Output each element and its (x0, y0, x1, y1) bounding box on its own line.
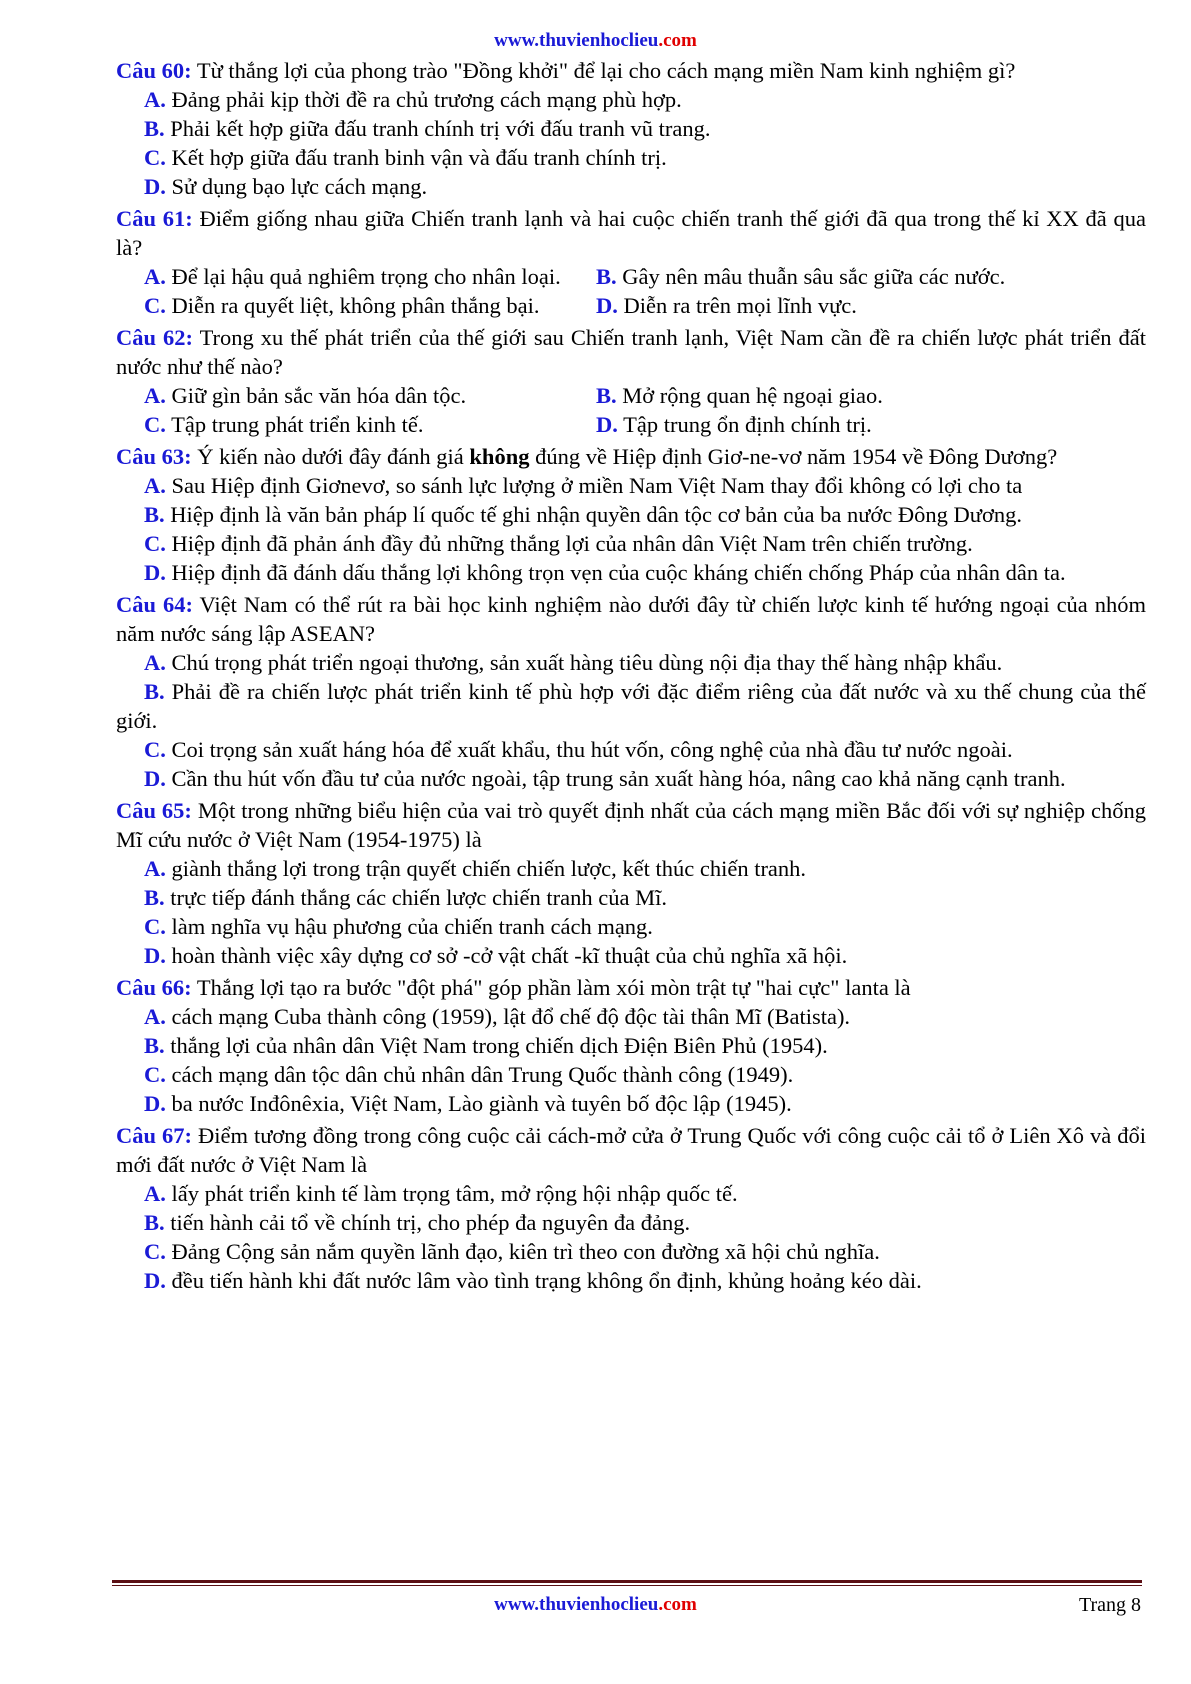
option-a: A. cách mạng Cuba thành công (1959), lật đổ chế độ độc tài thân Mĩ (Batista). (144, 1004, 851, 1029)
option-row (116, 381, 1146, 410)
question-stem (116, 204, 1146, 262)
question-text: Điểm tương đồng trong công cuộc cải cách-mở cửa ở Trung Quốc với công cuộc cải tổ ở Liên Xô và đổi mới đất nước ở Việt Nam là (116, 1123, 1147, 1177)
question-64 (116, 590, 1146, 793)
option-a: A. Sau Hiệp định Giơnevơ, so sánh lực lượng ở miền Nam Việt Nam thay đổi không có lợi cho ta (144, 473, 1023, 498)
option-d: D. Hiệp định đã đánh dấu thắng lợi không trọn vẹn của cuộc kháng chiến chống Pháp của nhân dân ta. (144, 560, 1066, 585)
footer-site-name: thuvienhoclieu (539, 1594, 659, 1615)
question-text: Một trong những biểu hiện của vai trò quyết định nhất của cách mạng miền Bắc đối với sự nghiệp chống Mĩ cứu nước ở Việt Nam (1954-1975) là (116, 798, 1146, 852)
question-67 (116, 1121, 1146, 1295)
option-d: D. Sử dụng bạo lực cách mạng. (144, 174, 428, 199)
question-list (116, 56, 1146, 1295)
footer-divider (112, 1580, 1142, 1583)
option-c: C. Tập trung phát triển kinh tế. (144, 412, 424, 437)
footer-website[interactable] (0, 1594, 1191, 1616)
header-site-name: thuvienhoclieu (539, 30, 659, 51)
option-b: B. Hiệp định là văn bản pháp lí quốc tế ghi nhận quyền dân tộc cơ bản của ba nước Đông Dương. (144, 502, 1023, 527)
option-c: C. Đảng Cộng sản nắm quyền lãnh đạo, kiên trì theo con đường xã hội chủ nghĩa. (144, 1239, 880, 1264)
question-text: Từ thắng lợi của phong trào "Đồng khởi" để lại cho cách mạng miền Nam kinh nghiệm gì? (196, 58, 1016, 83)
option-d: D. ba nước Inđônêxia, Việt Nam, Lào giành và tuyên bố độc lập (1945). (144, 1091, 792, 1116)
question-label: Câu 62: (116, 325, 193, 350)
question-60 (116, 56, 1146, 201)
question-63 (116, 442, 1146, 587)
question-label: Câu 67: (116, 1123, 192, 1148)
header-website[interactable] (0, 30, 1191, 52)
option-d: D. hoàn thành việc xây dựng cơ sở -cở vật chất -kĩ thuật của chủ nghĩa xã hội. (144, 943, 848, 968)
option-a: A. Để lại hậu quả nghiêm trọng cho nhân loại. (144, 264, 561, 289)
question-66 (116, 973, 1146, 1118)
option-d: D. Cần thu hút vốn đầu tư của nước ngoài, tập trung sản xuất hàng hóa, nâng cao khả năng cạnh tranh. (144, 766, 1066, 791)
question-label: Câu 64: (116, 592, 193, 617)
question-stem (116, 590, 1146, 648)
option-a: A. giành thắng lợi trong trận quyết chiến chiến lược, kết thúc chiến tranh. (144, 856, 807, 881)
question-text: Trong xu thế phát triển của thế giới sau Chiến tranh lạnh, Việt Nam cần đề ra chiến lược phát triển đất nước như thế nào? (116, 325, 1147, 379)
option-row (116, 410, 1146, 439)
option-d: D. đều tiến hành khi đất nước lâm vào tình trạng không ổn định, khủng hoảng kéo dài. (144, 1268, 922, 1293)
option-b: B. Phải đề ra chiến lược phát triển kinh tế phù hợp với đặc điểm riêng của đất nước và xu thế chung của thế giới. (116, 679, 1147, 733)
footer-divider-thin (112, 1585, 1142, 1586)
option-a: A. Giữ gìn bản sắc văn hóa dân tộc. (144, 383, 467, 408)
page-number: Trang 8 (1078, 1594, 1141, 1616)
option-b: B. trực tiếp đánh thắng các chiến lược chiến tranh của Mĩ. (144, 885, 667, 910)
question-label: Câu 61: (116, 206, 193, 231)
option-b: B. Phải kết hợp giữa đấu tranh chính trị với đấu tranh vũ trang. (144, 116, 711, 141)
question-label: Câu 60: (116, 58, 192, 83)
question-65 (116, 796, 1146, 970)
emphasis-word: không (469, 444, 530, 469)
option-b: B. Gây nên mâu thuẫn sâu sắc giữa các nước. (596, 264, 1006, 289)
option-b: B. Mở rộng quan hệ ngoại giao. (596, 383, 883, 408)
option-b: B. thắng lợi của nhân dân Việt Nam trong chiến dịch Điện Biên Phủ (1954). (144, 1033, 828, 1058)
question-stem (116, 323, 1146, 381)
option-b: B. tiến hành cải tổ về chính trị, cho phép đa nguyên đa đảng. (144, 1210, 691, 1235)
question-text: Điểm giống nhau giữa Chiến tranh lạnh và hai cuộc chiến tranh thế giới đã qua trong thế kỉ XX đã qua là? (116, 206, 1146, 260)
option-a: A. Chú trọng phát triển ngoại thương, sản xuất hàng tiêu dùng nội địa thay thế hàng nhập khẩu. (144, 650, 1003, 675)
question-stem (116, 796, 1146, 854)
option-c: C. Hiệp định đã phản ánh đầy đủ những thắng lợi của nhân dân Việt Nam trên chiến trường. (144, 531, 973, 556)
option-row (116, 291, 1146, 320)
option-c: C. cách mạng dân tộc dân chủ nhân dân Trung Quốc thành công (1949). (144, 1062, 794, 1087)
option-row (116, 262, 1146, 291)
option-a: A. lấy phát triển kinh tế làm trọng tâm, mở rộng hội nhập quốc tế. (144, 1181, 738, 1206)
option-c: C. làm nghĩa vụ hậu phương của chiến tranh cách mạng. (144, 914, 653, 939)
question-stem (116, 1121, 1146, 1179)
question-stem (116, 56, 1146, 85)
header-site-prefix: www. (494, 30, 540, 51)
question-label: Câu 63: (116, 444, 192, 469)
option-d: D. Diễn ra trên mọi lĩnh vực. (596, 293, 857, 318)
question-stem: Câu 63: Ý kiến nào dưới đây đánh giá không đúng về Hiệp định Giơ-ne-vơ năm 1954 về Đông Dương? (116, 444, 1058, 469)
option-c: C. Diễn ra quyết liệt, không phân thắng bại. (144, 293, 540, 318)
footer-site-prefix: www. (494, 1594, 540, 1615)
question-text: Việt Nam có thể rút ra bài học kinh nghiệm nào dưới đây từ chiến lược kinh tế hướng ngoại của nhóm năm nước sáng lập ASEAN? (116, 592, 1147, 646)
option-c: C. Coi trọng sản xuất háng hóa để xuất khẩu, thu hút vốn, công nghệ của nhà đầu tư nước ngoài. (144, 737, 1013, 762)
option-d: D. Tập trung ổn định chính trị. (596, 412, 872, 437)
question-stem (116, 973, 1146, 1002)
option-c: C. Kết hợp giữa đấu tranh binh vận và đấu tranh chính trị. (144, 145, 667, 170)
question-62 (116, 323, 1146, 439)
header-site-suffix: .com (658, 30, 697, 51)
question-61 (116, 204, 1146, 320)
question-label: Câu 66: (116, 975, 192, 1000)
question-label: Câu 65: (116, 798, 192, 823)
footer-site-suffix: .com (658, 1594, 697, 1615)
question-text: Thắng lợi tạo ra bước "đột phá" góp phần làm xói mòn trật tự "hai cực" lanta là (196, 975, 911, 1000)
option-a: A. Đảng phải kịp thời đề ra chủ trương cách mạng phù hợp. (144, 87, 682, 112)
